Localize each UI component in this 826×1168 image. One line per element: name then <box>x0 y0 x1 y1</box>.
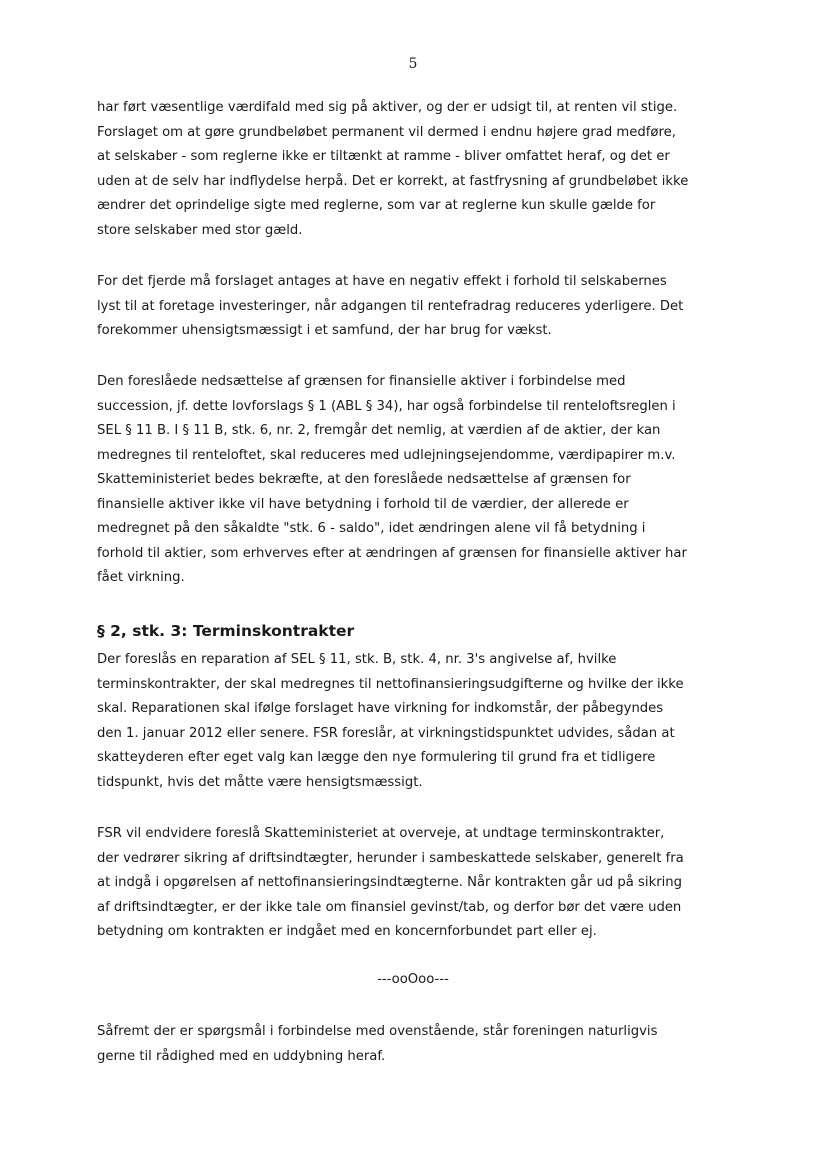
text-line: uden at de selv har indflydelse herpå. Det er korrekt, at fastfrysning af grundbeløbet ikke <box>97 173 689 189</box>
paragraph-interest-deduction <box>97 96 747 243</box>
paragraph-term-contracts <box>97 648 747 795</box>
text-line: Der foreslås en reparation af SEL § 11, stk. B, stk. 4, nr. 3's angivelse af, hvilke <box>97 652 617 667</box>
text-line: FSR vil endvidere foreslå Skatteministeriet at overveje, at undtage terminskontrakter, <box>97 826 665 841</box>
text-line: har ført væsentlige værdifald med sig på aktiver, og der er udsigt til, at renten vil stige. <box>97 100 678 115</box>
text-line: finansielle aktiver ikke vil have betydning i forhold til de værdier, der allerede er <box>97 496 629 512</box>
paragraph-closing <box>97 1020 747 1069</box>
text-line: Skatteministeriet bedes bekræfte, at den foreslåede nedsættelse af grænsen for <box>97 472 631 487</box>
text-line: For det fjerde må forslaget antages at have en negativ effekt i forhold til selskabernes <box>97 274 667 289</box>
text-line: skatteyderen efter eget valg kan lægge den nye formulering til grund fra et tidligere <box>97 750 656 765</box>
text-line: Forslaget om at gøre grundbeløbet permanent vil dermed i endnu højere grad medføre, <box>97 124 676 140</box>
paragraph-investment-effect <box>97 270 747 344</box>
text-line: af driftsindtægter, er der ikke tale om finansiel gevinst/tab, og derfor bør det være uden <box>97 899 682 915</box>
text-line: SEL § 11 B. I § 11 B, stk. 6, nr. 2, fremgår det nemlig, at værdien af de aktier, der kan <box>97 423 661 438</box>
text-line: forhold til aktier, som erhverves efter at ændringen af grænsen for finansielle aktiver har <box>97 545 687 561</box>
section-separator: ---ooOoo--- <box>377 972 449 987</box>
text-line: lyst til at foretage investeringer, når adgangen til rentefradrag reduceres yderligere. Det <box>97 298 684 314</box>
text-line: forekommer uhensigtsmæssigt i et samfund, der har brug for vækst. <box>97 323 552 338</box>
section-heading: § 2, stk. 3: Terminskontrakter <box>97 622 355 640</box>
text-line: fået virkning. <box>97 570 185 585</box>
paragraph-fsr-proposal <box>97 822 747 945</box>
text-line: den 1. januar 2012 eller senere. FSR foreslår, at virkningstidspunktet udvides, sådan at <box>97 725 675 741</box>
text-line: tidspunkt, hvis det måtte være hensigtsmæssigt. <box>97 774 423 790</box>
page-number: 5 <box>408 56 418 72</box>
text-line: skal. Reparationen skal ifølge forslaget have virkning for indkomstår, der påbegyndes <box>97 701 664 716</box>
text-line: Den foreslåede nedsættelse af grænsen for finansielle aktiver i forbindelse med <box>97 374 626 389</box>
text-line: at indgå i opgørelsen af nettofinansieringsindtægterne. Når kontrakten går ud på sikring <box>97 875 683 890</box>
text-line: terminskontrakter, der skal medregnes til nettofinansieringsudgifterne og hvilke der ikke <box>97 676 684 692</box>
text-line: Såfremt der er spørgsmål i forbindelse med ovenstående, står foreningen naturligvis <box>97 1024 658 1039</box>
text-line: medregnet på den såkaldte "stk. 6 - saldo", idet ændringen alene vil få betydning i <box>97 521 646 536</box>
text-line: der vedrører sikring af driftsindtægter, herunder i sambeskattede selskaber, generelt fra <box>97 850 684 866</box>
text-line: betydning om kontrakten er indgået med en koncernforbundet part eller ej. <box>97 924 597 939</box>
text-line: ændrer det oprindelige sigte med reglerne, som var at reglerne kun skulle gælde for <box>97 198 656 213</box>
text-line: succession, jf. dette lovforslags § 1 (ABL § 34), har også forbindelse til renteloftsreglen i <box>97 398 676 414</box>
paragraph-financial-assets <box>97 370 747 591</box>
text-line: store selskaber med stor gæld. <box>97 222 303 238</box>
text-line: at selskaber - som reglerne ikke er tiltænkt at ramme - bliver omfattet heraf, og det er <box>97 149 670 164</box>
text-line: medregnes til renteloftet, skal reduceres med udlejningsejendomme, værdipapirer m.v. <box>97 447 676 463</box>
text-line: gerne til rådighed med en uddybning heraf. <box>97 1048 386 1064</box>
